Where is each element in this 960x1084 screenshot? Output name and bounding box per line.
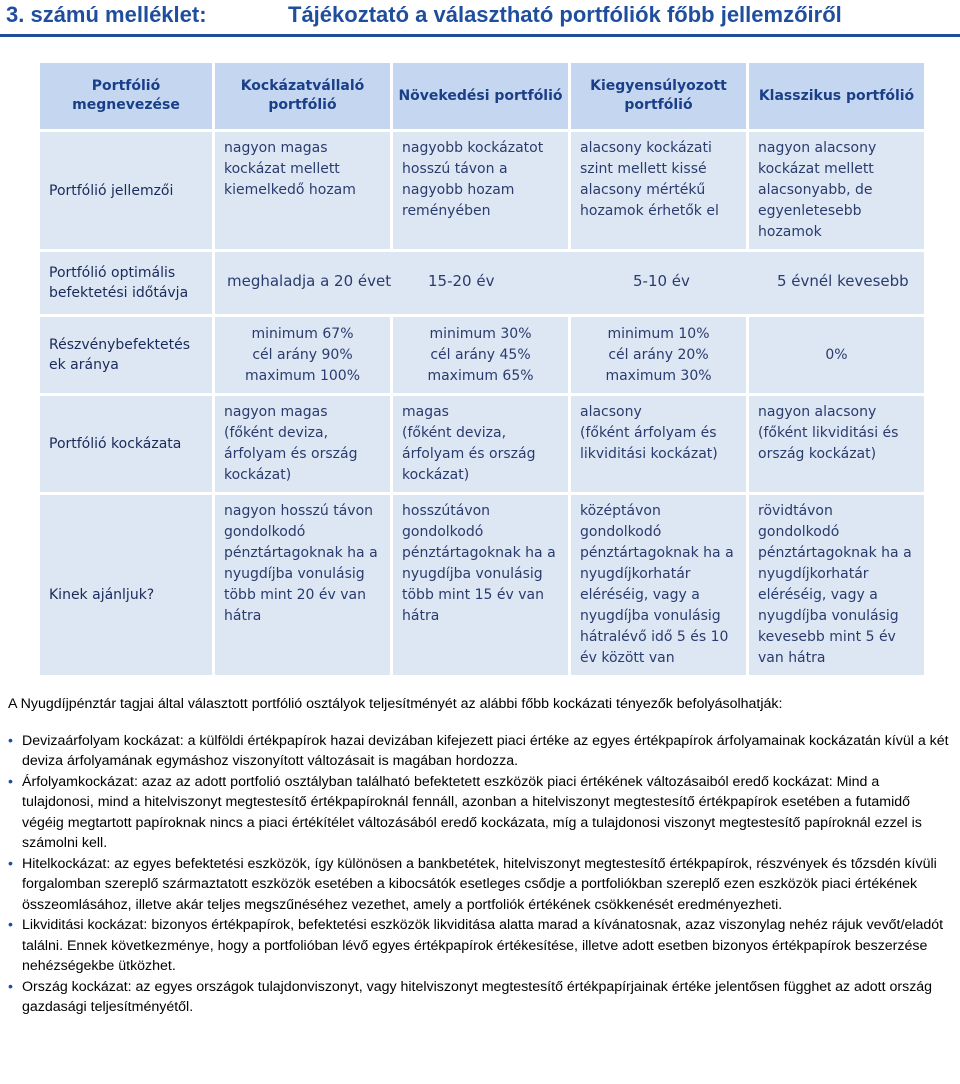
row-label-characteristics: Portfólió jellemzői <box>40 132 212 249</box>
table-cell: nagyon magas (főként deviza, árfolyam és ország kockázat) <box>215 396 390 492</box>
table-cell: magas (főként deviza, árfolyam és ország kockázat) <box>393 396 568 492</box>
title-divider <box>0 34 960 37</box>
table-row <box>40 396 924 492</box>
row-label-equity-ratio: Részvénybefektetés ek aránya <box>40 317 212 393</box>
table-cell: alacsony kockázati szint mellett kissé alacsony mértékű hozamok érhetők el <box>571 132 746 249</box>
table-cell: 5 évnél kevesebb <box>777 272 909 290</box>
bullet-icon: • <box>8 855 13 872</box>
header-risk-taking: Kockázatvállaló portfólió <box>215 63 390 129</box>
list-item <box>8 731 953 772</box>
list-item <box>8 977 953 1018</box>
intro-paragraph: A Nyugdíjpénztár tagjai által választott portfólió osztályok teljesítményét az alábbi főbb kockázati tényezők befolyásolhatják: <box>8 696 783 712</box>
table-cell: nagyobb kockázatot hosszú távon a nagyobb hozam reményében <box>393 132 568 249</box>
table-cell: minimum 67% cél arány 90% maximum 100% <box>215 317 390 393</box>
risk-factor-list <box>8 731 953 1018</box>
bullet-icon: • <box>8 732 13 749</box>
header-classic: Klasszikus portfólió <box>749 63 924 129</box>
table-cell: középtávon gondolkodó pénztártagoknak ha a nyugdíjkorhatár eléréséig, vagy a nyugdíjba vonulásig hátralévő idő 5 és 10 év között van <box>571 495 746 675</box>
table-cell: hosszútávon gondolkodó pénztártagoknak ha a nyugdíjba vonulásig több mint 15 év van hátra <box>393 495 568 675</box>
table-row <box>40 252 924 314</box>
table-row <box>40 132 924 249</box>
table-cell: 15-20 év <box>428 272 495 290</box>
table-cell: minimum 10% cél arány 20% maximum 30% <box>571 317 746 393</box>
table-cell: minimum 30% cél arány 45% maximum 65% <box>393 317 568 393</box>
table-cell: nagyon magas kockázat mellett kiemelkedő hozam <box>215 132 390 249</box>
risk-factors-section <box>8 694 953 1018</box>
list-item <box>8 915 953 977</box>
bullet-icon: • <box>8 917 13 933</box>
page-title: Tájékoztató a választható portfóliók főbb jellemzőiről <box>288 2 842 27</box>
list-item-text: Devizaárfolyam kockázat: a külföldi értékpapírok hazai devizában kifejezett piaci értéke az egyes értékpapírok árfolyamainak kockázatán kívül a két deviza árfolyamának egymáshoz viszonyított változásait is magában hordozza. <box>22 732 949 769</box>
appendix-number: 3. számú melléklet: <box>6 2 207 27</box>
header-growth: Növekedési portfólió <box>393 63 568 129</box>
table-cell: meghaladja a 20 évet <box>227 272 392 290</box>
table-cell: rövidtávon gondolkodó pénztártagoknak ha a nyugdíjkorhatár eléréséig, vagy a nyugdíjba vonulásig kevesebb mint 5 év van hátra <box>749 495 924 675</box>
table-cell: 0% <box>749 317 924 393</box>
table-cell: nagyon alacsony (főként likviditási és ország kockázat) <box>749 396 924 492</box>
row-label-recommended-for: Kinek ajánljuk? <box>40 495 212 675</box>
row-label-time-horizon: Portfólió optimális befektetési időtávja <box>40 252 212 314</box>
table-cell: 5-10 év <box>633 272 690 290</box>
table-row <box>40 317 924 393</box>
table-header-row <box>40 63 924 129</box>
list-item-text: Árfolyamkockázat: azaz az adott portfolió osztályban található befektetett eszközök piaci értékének változásaiból eredő kockázat: Mind a tulajdonosi, mind a hitelviszonyt megtestesítő értékpapíroknál fennáll, azonban a hitelviszonyt megtestesítő értékpapírok esetében a futamidő végéig megtartott papíroknak nincs a piaci értékítélet változásából eredő kockázata, míg a tulajdonosi viszonyt megtestesítő papíroknál ezzel is számolni kell. <box>22 773 922 851</box>
time-horizon-band <box>215 252 924 314</box>
title-bar <box>0 0 960 37</box>
portfolio-table <box>37 60 927 678</box>
bullet-icon: • <box>8 978 13 995</box>
bullet-icon: • <box>8 773 13 790</box>
table-cell: nagyon alacsony kockázat mellett alacsonyabb, de egyenletesebb hozamok <box>749 132 924 249</box>
header-portfolio-name: Portfólió megnevezése <box>40 63 212 129</box>
list-item-text: Likviditási kockázat: bizonyos értékpapírok, befektetési eszközök likviditása alatta marad a kívánatosnak, azaz viszonylag nehéz rájuk vevőt/eladót találni. Ennek következménye, hogy a portfolióban lévő egyes értékpapírok értékesítése, illetve adott esetben bizonyos értékpapírok beszerzése nehézségekbe ütközhet. <box>22 917 944 974</box>
list-item-text: Hitelkockázat: az egyes befektetési eszközök, így különösen a bankbetétek, hitelviszonyt megtestesítő értékpapírok, részvények és tőzsdén kívüli forgalomban szereplő származtatott eszközök esetében a kibocsátók esetleges csődje a portfoliókban szereplő ezen eszközök piaci értékének összeomlásához, illetve akár teljes megszűnéséhez vezethet, amely a portfoliók értékének csökkenését eredményezheti. <box>22 855 937 913</box>
table-cell: nagyon hosszú távon gondolkodó pénztártagoknak ha a nyugdíjba vonulásig több mint 20 év van hátra <box>215 495 390 675</box>
header-balanced: Kiegyensúlyozott portfólió <box>571 63 746 129</box>
list-item-text: Ország kockázat: az egyes országok tulajdonviszonyt, vagy hitelviszonyt megtestesítő értékpapírjainak értéke jelentősen függhet az adott ország gazdasági teljesítményétől. <box>22 978 933 1015</box>
row-label-portfolio-risk: Portfólió kockázata <box>40 396 212 492</box>
table-cell: alacsony (főként árfolyam és likviditási kockázat) <box>571 396 746 492</box>
table-row <box>40 495 924 675</box>
list-item <box>8 772 953 854</box>
list-item <box>8 854 953 916</box>
